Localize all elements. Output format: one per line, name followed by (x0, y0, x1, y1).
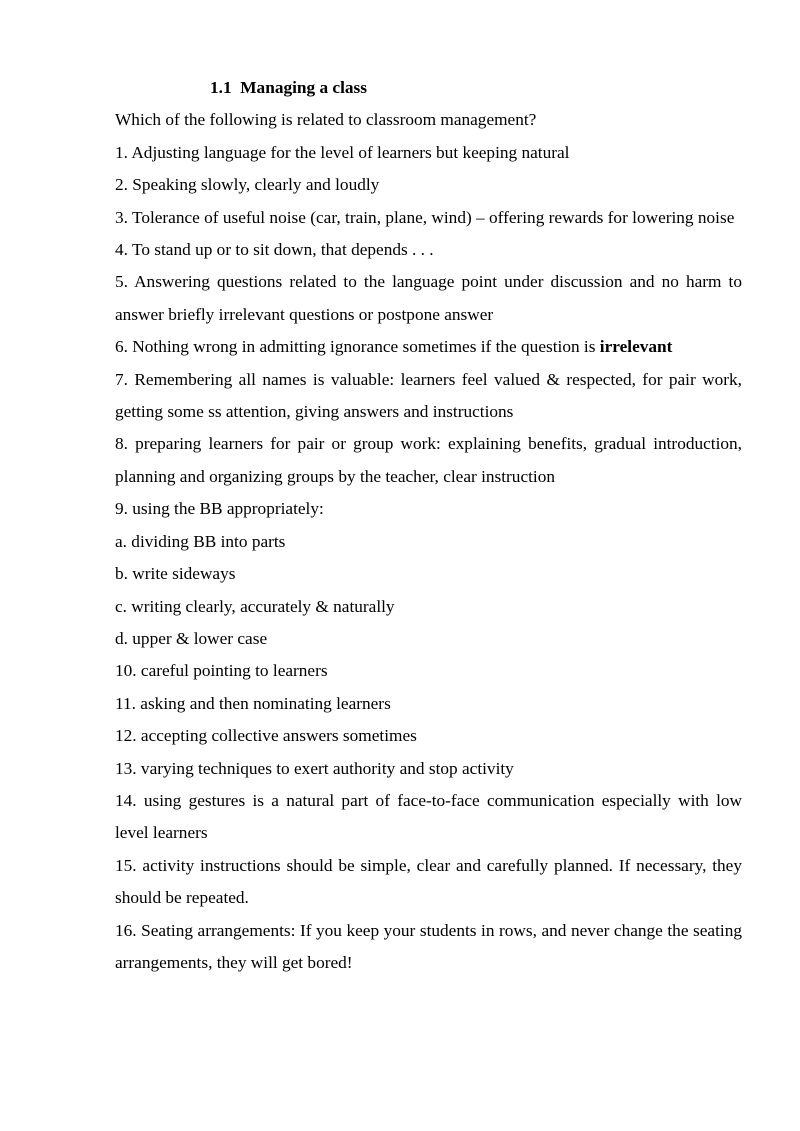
list-item-9d: d. upper & lower case (115, 628, 268, 648)
list-item-1: 1. Adjusting language for the level of learners but keeping natural (115, 142, 570, 162)
list-item-15: 15. activity instructions should be simple, clear and carefully planned. If necessary, they should be repeated. (115, 855, 742, 908)
section-title: Managing a class (240, 78, 367, 97)
list-item-9c: c. writing clearly, accurately & naturally (115, 596, 395, 616)
list-item-16: 16. Seating arrangements: If you keep your students in rows, and never change the seating arrangements, they will get bored! (115, 920, 742, 972)
list-item-2: 2. Speaking slowly, clearly and loudly (115, 175, 380, 195)
list-item-9: 9. using the BB appropriately: (115, 499, 324, 519)
list-item-6 (115, 331, 742, 363)
list-item-11: 11. asking and then nominating learners (115, 693, 391, 713)
list-item-4: 4. To stand up or to sit down, that depends . . . (115, 240, 434, 260)
section-heading (115, 72, 742, 104)
list-item-3: 3. Tolerance of useful noise (car, train, plane, wind) – offering rewards for lowering noise (115, 207, 735, 227)
list-item-10: 10. careful pointing to learners (115, 661, 328, 681)
list-item-12: 12. accepting collective answers sometimes (115, 726, 417, 746)
list-item-5: 5. Answering questions related to the language point under discussion and no harm to answer briefly irrelevant questions or postpone answer (115, 272, 742, 324)
list-item-8: 8. preparing learners for pair or group work: explaining benefits, gradual introduction, planning and organizing groups by the teacher, clear instruction (115, 434, 742, 486)
list-item-6-text: 6. Nothing wrong in admitting ignorance sometimes if the question is (115, 337, 600, 357)
document-page (115, 72, 742, 979)
list-item-13: 13. varying techniques to exert authority and stop activity (115, 758, 514, 778)
list-item-14: 14. using gestures is a natural part of face-to-face communication especially with low level learners (115, 790, 742, 843)
list-item-6-bold: irrelevant (599, 337, 673, 357)
list-item-9a: a. dividing BB into parts (115, 531, 286, 551)
section-number: 1.1 (210, 78, 232, 97)
list-item-9b: b. write sideways (115, 564, 236, 584)
question-text: Which of the following is related to classroom management? (115, 110, 537, 130)
list-item-7: 7. Remembering all names is valuable: learners feel valued & respected, for pair work, getting some ss attention, giving answers and instructions (115, 369, 742, 422)
